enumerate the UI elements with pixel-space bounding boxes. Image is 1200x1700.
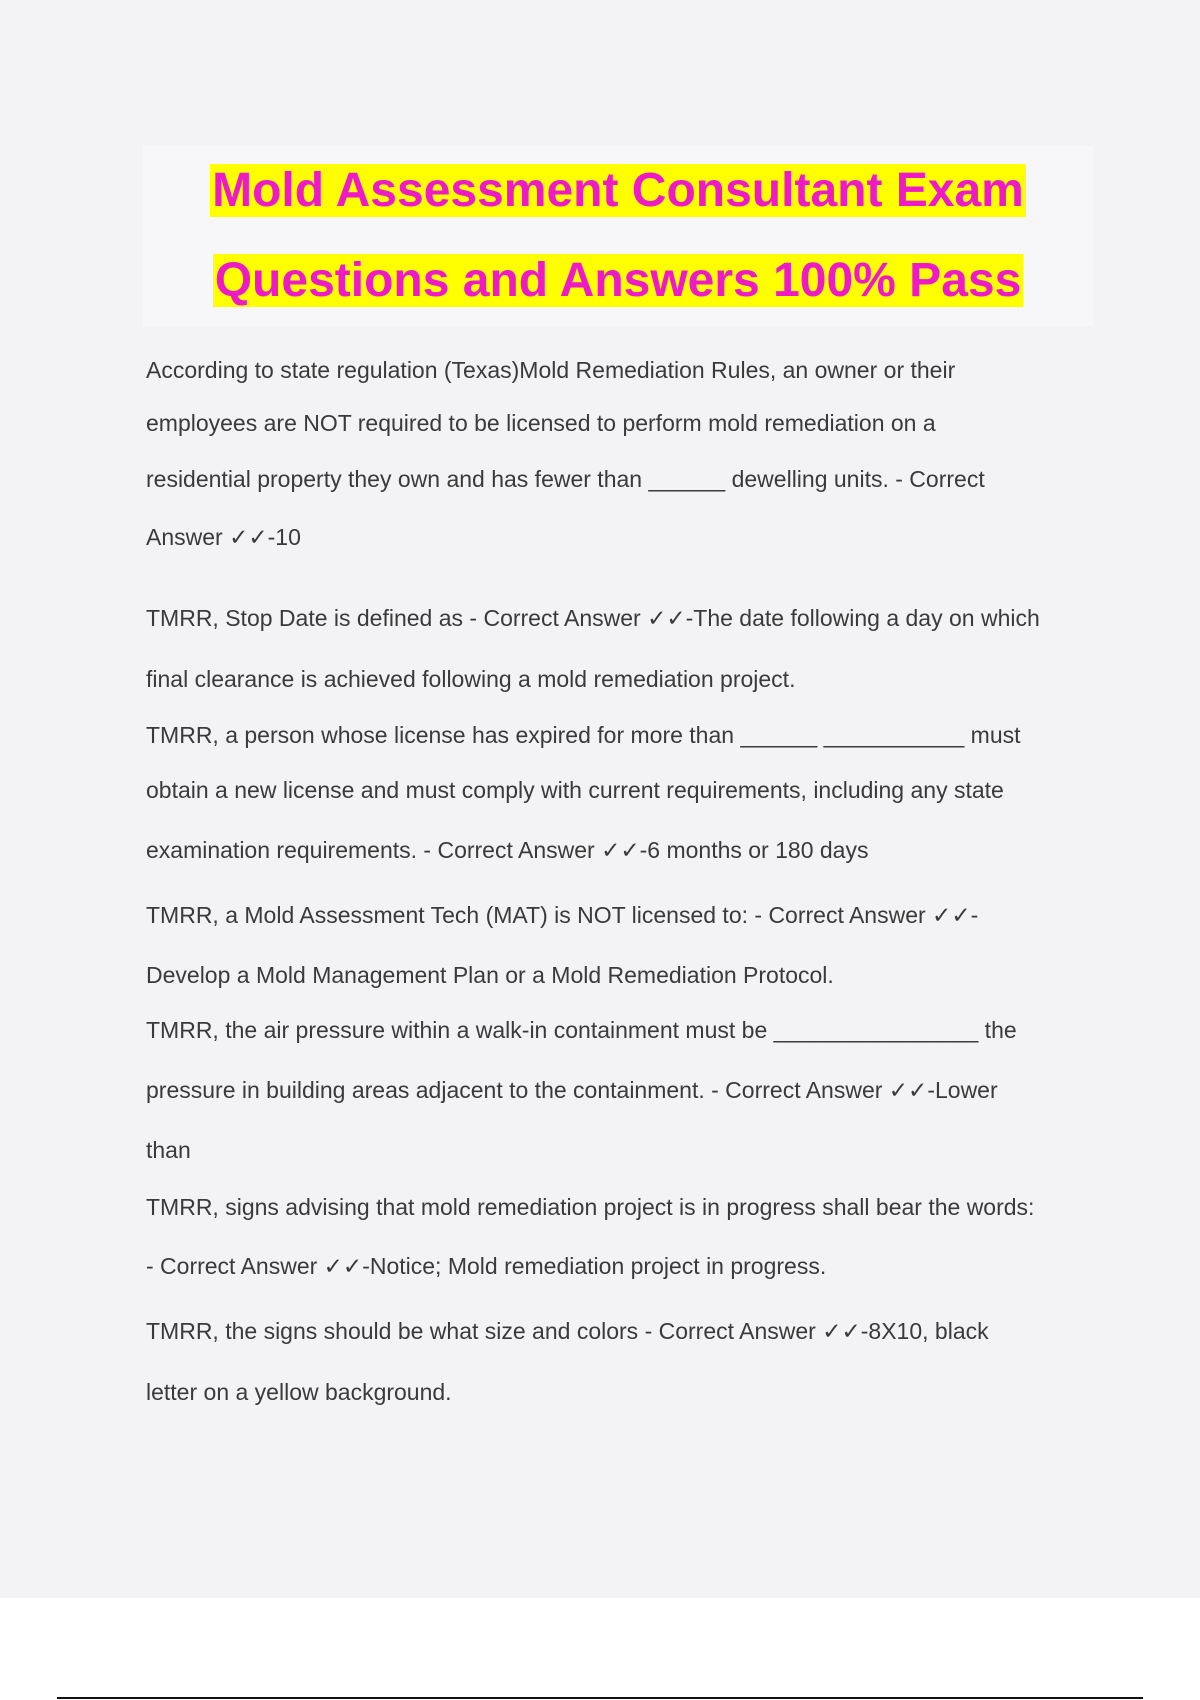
qa-line: obtain a new license and must comply with current requirements, including any state [146,777,1004,803]
qa-line: TMRR, the signs should be what size and colors - Correct Answer ✓✓-8X10, black [146,1318,989,1344]
title-block [143,146,1093,326]
qa-line: letter on a yellow background. [146,1379,452,1405]
qa-line: Develop a Mold Management Plan or a Mold Remediation Protocol. [146,962,834,988]
qa-line: residential property they own and has fewer than ______ dewelling units. - Correct [146,466,985,492]
qa-line: pressure in building areas adjacent to the containment. - Correct Answer ✓✓-Lower [146,1077,998,1103]
footer-divider [57,1697,1143,1699]
title-line-2: Questions and Answers 100% Pass [214,254,1022,307]
qa-line: TMRR, signs advising that mold remediation project is in progress shall bear the words: [146,1194,1035,1220]
qa-line: Answer ✓✓-10 [146,524,301,550]
qa-line: TMRR, a Mold Assessment Tech (MAT) is NOT licensed to: - Correct Answer ✓✓- [146,902,979,928]
qa-line: than [146,1137,191,1163]
qa-line: TMRR, the air pressure within a walk-in containment must be ________________ the [146,1017,1017,1043]
qa-line: - Correct Answer ✓✓-Notice; Mold remediation project in progress. [146,1253,827,1279]
qa-line: TMRR, a person whose license has expired for more than ______ ___________ must [146,722,1021,748]
qa-line: TMRR, Stop Date is defined as - Correct Answer ✓✓-The date following a day on which [146,605,1040,631]
qa-line: According to state regulation (Texas)Mold Remediation Rules, an owner or their [146,357,956,383]
title-line-1: Mold Assessment Consultant Exam [212,164,1024,217]
qa-line: examination requirements. - Correct Answer ✓✓-6 months or 180 days [146,837,869,863]
qa-line: final clearance is achieved following a mold remediation project. [146,666,796,692]
qa-line: employees are NOT required to be licensed to perform mold remediation on a [146,410,936,436]
